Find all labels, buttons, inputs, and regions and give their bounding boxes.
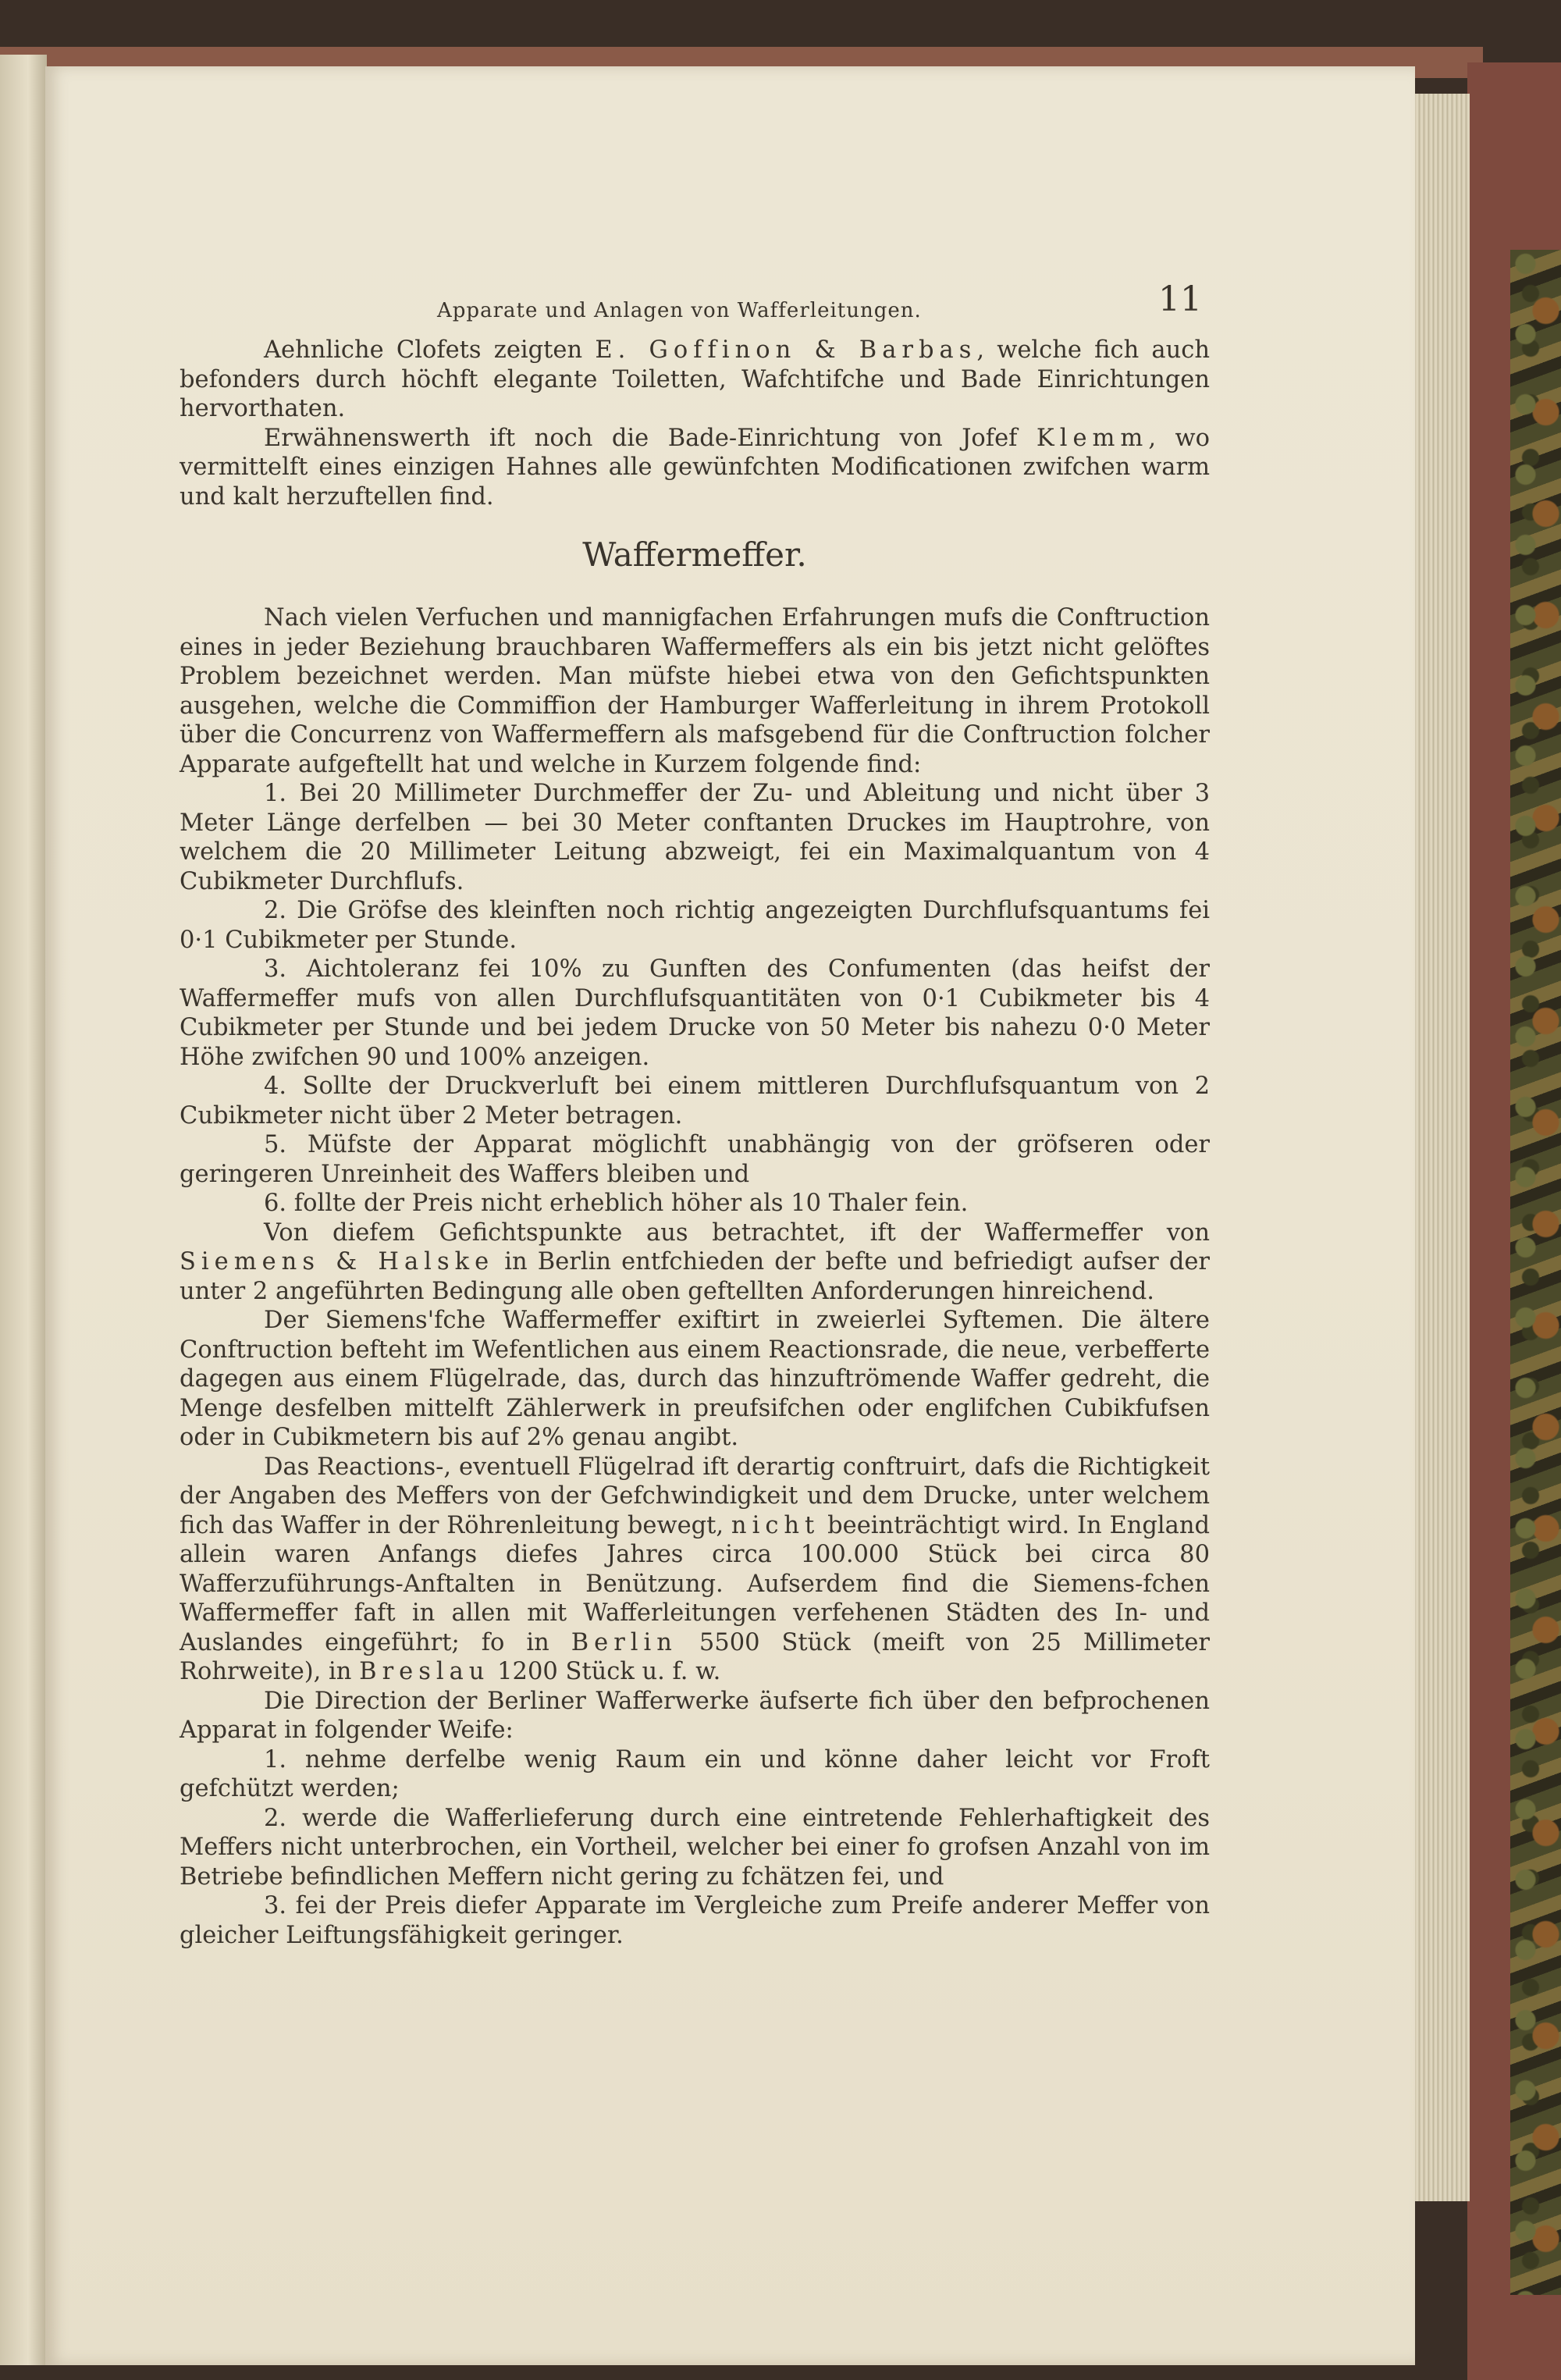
criteria-list xyxy=(180,779,1210,1218)
paragraph: Der Siemens'fche Waffermeffer exiftirt in zweierlei Syftemen. Die ältere Conftruction befteht im Wefentlichen aus einem Reactionsrade, die neue, verbefferte dagegen aus einem Flügelrade, das, durch das hinzuftrömende Waffer gedreht, die Menge desfelben mittelft Zählerwerk in preufsifchen oder englifchen Cubikfufsen oder in Cubikmetern bis auf 2% genau angibt. xyxy=(180,1307,1210,1451)
spaced-name: Siemens & Halske xyxy=(180,1248,495,1275)
spaced-name: Breslau xyxy=(359,1658,490,1685)
paragraph: Von diefem Gefichtspunkte aus betrachtet, ift der Waffermeffer von Siemens & Halske in Berlin entfchieden der befte und befriedigt aufser der unter 2 angeführten Bedingung alle oben geftellten Anforderungen hinreichend. xyxy=(180,1218,1210,1305)
top-paragraphs xyxy=(180,336,1210,511)
intro-paragraph: Nach vielen Verfuchen und mannigfachen Erfahrungen mufs die Conftruction eines in jeder Beziehung brauchbaren Waffermeffers als ein bis jetzt nicht gelöftes Problem bezeichnet werden. Man müfste hiebei etwa von den Gefichtspunkten ausgehen, welche die Commiffion der Hamburger Wafferleitung in ihrem Protokoll über die Concurrenz von Waffermeffern als mafsgebend für die Conftruction folcher Apparate aufgeftellt hat und welche in Kurzem folgende find: xyxy=(180,604,1210,778)
spaced-name: nicht xyxy=(731,1511,820,1539)
list-item: 3. fei der Preis diefer Apparate im Vergleiche zum Preife anderer Meffer von gleicher Leiftungsfähigkeit geringer. xyxy=(180,1892,1210,1949)
page-block-edges xyxy=(1415,94,1470,2201)
page-content xyxy=(180,279,1211,1950)
paragraph: Erwähnenswerth ift noch die Bade-Einrichtung von Jofef Klemm, wo vermittelft eines einzigen Hahnes alle gewünfchten Modificationen zwifchen warm und kalt herzuftellen find. xyxy=(180,424,1210,511)
berlin-points-list xyxy=(180,1745,1210,1951)
list-item: 1. nehme derfelbe wenig Raum ein und könne daher leicht vor Froft gefchützt werden; xyxy=(180,1745,1210,1802)
paragraph: Aehnliche Clofets zeigten E. Goffinon & Barbas, welche fich auch befonders durch höchft elegante Toiletten, Wafchtifche und Bade Einrichtungen hervorthaten. xyxy=(180,336,1210,422)
list-item: 3. Aichtoleranz fei 10% zu Gunften des Confumenten (das heifst der Waffermeffer mufs von allen Durchflufsquantitäten von 0·1 Cubikmeter bis 4 Cubikmeter per Stunde und bei jedem Drucke von 50 Meter bis nahezu 0·0 Meter Höhe zwifchen 90 und 100% anzeigen. xyxy=(180,955,1210,1071)
paragraph: Die Direction der Berliner Wafferwerke äufserte fich über den befprochenen Apparat in folgender Weife: xyxy=(180,1687,1210,1744)
list-item: 2. Die Gröfse des kleinften noch richtig angezeigten Durchflufsquantums fei 0·1 Cubikmeter per Stunde. xyxy=(180,897,1210,954)
list-item: 4. Sollte der Druckverluft bei einem mittleren Durchflufsquantum von 2 Cubikmeter nicht über 2 Meter betragen. xyxy=(180,1073,1210,1130)
section-heading: Waffermeffer. xyxy=(582,535,807,574)
running-title: Apparate und Anlagen von Wafferleitungen. xyxy=(437,299,922,322)
list-item: 5. Müfste der Apparat möglichft unabhängig von der gröfseren oder geringeren Unreinheit des Waffers bleiben und xyxy=(180,1131,1210,1188)
paragraph: Das Reactions-, eventuell Flügelrad ift derartig conftruirt, dafs die Richtigkeit der Angaben des Meffers von der Gefchwindigkeit und dem Drucke, unter welchem fich das Waffer in der Röhrenleitung bewegt, nicht beeinträchtigt wird. In England allein waren Anfangs diefes Jahres circa 100.000 Stück bei circa 80 Wafferzuführungs-Anftalten in Benützung. Aufserdem find die Siemens-fchen Waffermeffer faft in allen mit Wafferleitungen verfehenen Städten des In- und Auslandes eingeführt; fo in Berlin 5500 Stück (meift von 25 Millimeter Rohrweite), in Breslau 1200 Stück u. f. w. xyxy=(180,1453,1211,1685)
spaced-name: E. Goffinon & Barbas xyxy=(595,336,977,364)
list-item: 6. follte der Preis nicht erheblich höher als 10 Thaler fein. xyxy=(264,1190,969,1217)
spaced-name: Klemm xyxy=(1036,424,1149,452)
bottom-paragraphs xyxy=(180,1218,1210,1745)
page-number: 11 xyxy=(1158,279,1202,319)
list-item: 2. werde die Wafferlieferung durch eine eintretende Fehlerhaftigkeit des Meffers nicht unterbrochen, ein Vortheil, welcher bei einer fo grofsen Anzahl von im Betriebe befindlichen Meffern nicht gering zu fchätzen fei, und xyxy=(180,1804,1210,1891)
marbled-paper xyxy=(1510,250,1561,2295)
facing-page-edge xyxy=(0,55,47,2365)
spaced-name: Berlin xyxy=(571,1628,677,1656)
running-head xyxy=(180,279,1210,328)
list-item: 1. Bei 20 Millimeter Durchmeffer der Zu- und Ableitung und nicht über 3 Meter Länge derfelben — bei 30 Meter conftanten Druckes im Hauptrohre, von welchem die 20 Millimeter Leitung abzweigt, fei ein Maximalquantum von 4 Cubikmeter Durchflufs. xyxy=(180,780,1210,895)
